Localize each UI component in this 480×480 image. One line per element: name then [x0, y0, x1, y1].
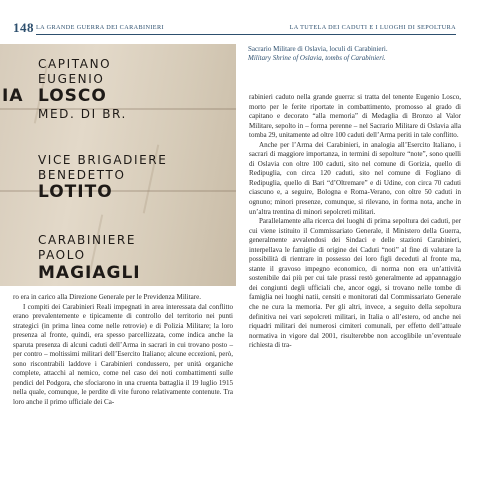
inscription-line: MAGIAGLI [38, 263, 141, 283]
caption-title: Sacrario Militare di Oslavia, loculi di Carabinieri. [248, 45, 388, 53]
paragraph: ro era in carico alla Direzione Generale per le Previdenza Militare. [13, 293, 202, 301]
inscription-line: EUGENIO [38, 72, 105, 86]
page-number: 148 [13, 20, 34, 35]
inscription-line: BENEDETTO [38, 168, 126, 182]
caption-subtitle: Military Shrine of Oslavia, tombs of Carabinieri. [248, 54, 386, 63]
text-column-left [13, 293, 233, 408]
paragraph: Parallelamente alla ricerca dei luoghi di prima sepoltura dei caduti, per cui viene istituito il Commissariato Generale, il Ministero della Guerra, generalmente avvalendosi dei Sindaci e delle stazioni Carabinieri, interpellava le famiglie di origine dei Caduti “noti” al fine di valutare la possibilità di rientrare in possesso dei loro figli deceduti al fronte ma, stante il gravoso impegno economico, di norma non era un’attività sostenibile dai più per cui tale prassi restò generalmente ad appannaggio dei congiunti degli ufficiali che, ancor oggi, si trovano nelle tombe di famiglia nei luoghi natii, censiti e monitorati dal Commissariato Generale che ne cura la memoria. Per gli altri, invece, a seguito della sepoltura definitiva nei vari sepolcreti militari, in Italia o all’estero, od anche nei riquadri militari dei numerosi cimiteri comunali, per effetto dell’attuale normativa in vigore dal 2001, risulterebbe non accoglibile un’eventuale richiesta di tra- [249, 217, 461, 350]
page-header [0, 20, 480, 36]
slab-joint [0, 190, 236, 192]
running-title-left: LA GRANDE GUERRA DEI CARABINIERI [36, 24, 164, 31]
inscription-line: LOTITO [38, 182, 113, 202]
paragraph: Anche per l’Arma dei Carabinieri, in analogia all’Esercito Italiano, i sacrari di maggiore importanza, in termini di sepolture “note”, sono quelli di Oslavia con oltre 100 caduti, sito nel comune di Gorizia, quello di Redipuglia, con circa 120 caduti, sito nel comune di Fogliano di Redipuglia, quello di Bari “d’Oltremare” e di Udine, con circa 70 caduti ciascuno e, a seguire, Bologna e Roma-Verano, con oltre 50 caduti in ognuno; minori presenze, comunque, si rilevano, in forma nota, anche in un’altra trentina di minori sepolcreti militari. [249, 140, 461, 216]
inscription-line: LOSCO [38, 86, 107, 106]
text-column-right [249, 93, 461, 351]
running-title-right: LA TUTELA DEI CADUTI E I LUOGHI DI SEPOLTURA [289, 24, 456, 31]
inscription-line: CAPITANO [38, 57, 112, 71]
inscription-line: CARABINIERE [38, 233, 137, 247]
photo-caption [248, 45, 460, 64]
paragraph: I compiti dei Carabinieri Reali impegnati in area interessata dal conflitto erano prevalentemente e tipicamente di controllo del territorio nei punti strategici (in prima linea come nelle retrovie) e di Polizia Militare; la loro presenza al fronte, quindi, era spesso parcellizzata, come indica anche la sparuta presenza di alcuni caduti dell’Arma in sacrari in cui trovano posto – per contro – moltissimi militari dell’Esercito Italiano; alcune eccezioni, però, sono riscontrabili laddove i Carabinieri condussero, per unità organiche complete, attacchi al nemico, come nel caso dei noti combattimenti sulle pendici del Podgora, che sfociarono in una cruenta battaglia il 19 luglio 1915 nella quale, comunque, le perdite di vite furono relativamente contenute. Tra loro anche il primo ufficiale dei Ca- [13, 302, 233, 407]
cropped-inscription-fragment: IA [2, 86, 24, 106]
memorial-photo [0, 44, 236, 286]
inscription-line: VICE BRIGADIERE [38, 153, 168, 167]
inscription-line: PAOLO [38, 248, 86, 262]
paragraph: rabinieri caduto nella grande guerra: si tratta del tenente Eugenio Losco, morto per le ferite riportate in combattimento, promosso al grado di capitano e decorato “alla memoria” di Medaglia di Bronzo al Valor Militare, sepolto in – forma perenne – nel Sacrario Militare di Oslavia alla tomba 29, unitamente ad oltre 100 caduti dell’Arma periti in tale conflitto. [249, 93, 461, 140]
inscription-line: MED. DI BR. [38, 107, 127, 121]
header-rule [36, 34, 456, 35]
